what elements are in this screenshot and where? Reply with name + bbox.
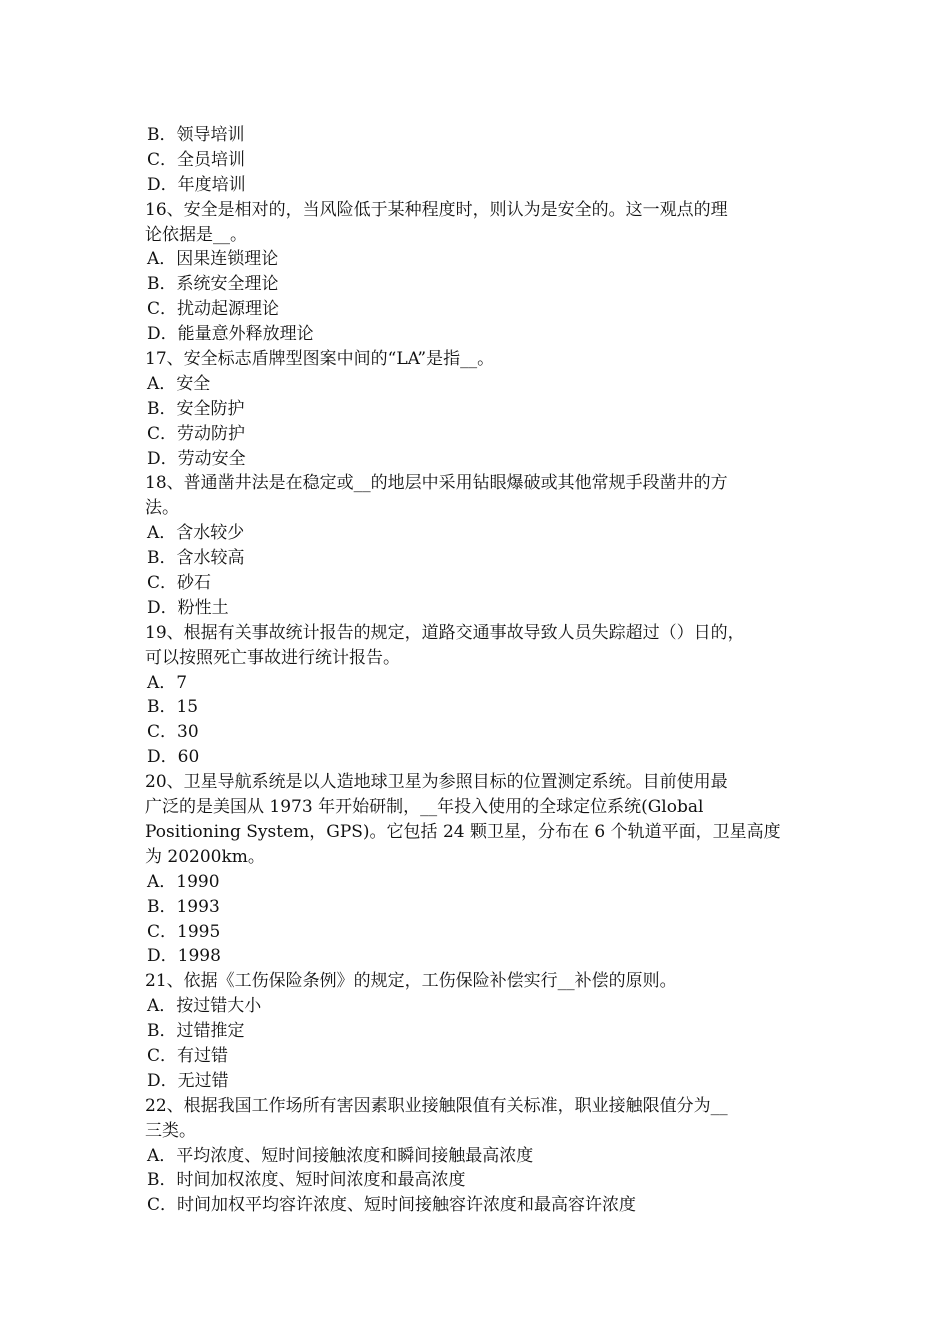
- answer-option: C．30: [147, 722, 199, 743]
- answer-option: B．过错推定: [147, 1021, 245, 1042]
- answer-option: A．平均浓度、短时间接触浓度和瞬间接触最高浓度: [147, 1145, 534, 1166]
- document-body: [145, 123, 815, 1218]
- question-text: 19、根据有关事故统计报告的规定，道路交通事故导致人员失踪超过（）日的，: [145, 622, 745, 643]
- answer-option: D．能量意外释放理论: [147, 324, 314, 345]
- answer-option: A．按过错大小: [147, 996, 262, 1017]
- answer-option: C．砂石: [147, 573, 212, 594]
- answer-option: D．劳动安全: [147, 448, 246, 469]
- question-text: 22、根据我国工作场所有害因素职业接触限值有关标准，职业接触限值分为__: [145, 1095, 728, 1116]
- answer-option: D．无过错: [147, 1070, 229, 1091]
- answer-option: D．1998: [147, 946, 221, 967]
- answer-option: B．领导培训: [147, 125, 245, 145]
- question-text: 18、普通凿井法是在稳定或__的地层中采用钻眼爆破或其他常规手段凿井的方: [145, 473, 728, 494]
- answer-option: C．1995: [147, 921, 221, 942]
- question-text: Positioning System，GPS)。它包括 24 颗卫星，分布在 6 个轨道平面，卫星高度: [145, 821, 781, 842]
- answer-option: B．1993: [147, 896, 220, 917]
- answer-option: D．60: [147, 747, 200, 768]
- question-text: 法。: [145, 498, 179, 519]
- question-text: 16、安全是相对的，当风险低于某种程度时，则认为是安全的。这一观点的理: [145, 199, 728, 220]
- answer-option: C．劳动防护: [147, 423, 246, 444]
- answer-option: B．安全防护: [147, 398, 245, 419]
- answer-option: B．系统安全理论: [147, 274, 279, 295]
- answer-option: A．因果连锁理论: [147, 249, 279, 270]
- answer-option: A．含水较少: [147, 523, 245, 544]
- answer-option: B．15: [147, 697, 199, 718]
- question-text: 20、卫星导航系统是以人造地球卫星为参照目标的位置测定系统。目前使用最: [145, 772, 728, 793]
- answer-option: D．粉性土: [147, 597, 229, 618]
- question-text: 论依据是__。: [145, 224, 247, 245]
- question-text: 17、安全标志盾牌型图案中间的“LA”是指__。: [145, 349, 495, 370]
- question-text: 广泛的是美国从 1973 年开始研制，__年投入使用的全球定位系统(Global: [145, 797, 704, 818]
- answer-option: C．有过错: [147, 1045, 229, 1066]
- answer-option: D．年度培训: [147, 174, 246, 195]
- answer-option: A．安全: [147, 373, 211, 394]
- answer-option: A．1990: [147, 871, 220, 892]
- answer-option: B．含水较高: [147, 548, 245, 569]
- question-text: 可以按照死亡事故进行统计报告。: [145, 647, 400, 668]
- answer-option: C．时间加权平均容许浓度、短时间接触容许浓度和最高容许浓度: [147, 1195, 637, 1216]
- question-text: 为 20200km。: [145, 846, 265, 867]
- answer-option: C．扰动起源理论: [147, 299, 280, 320]
- answer-option: B．时间加权浓度、短时间浓度和最高浓度: [147, 1170, 466, 1191]
- question-text: 三类。: [145, 1120, 196, 1141]
- answer-option: C．全员培训: [147, 149, 246, 170]
- answer-option: A．7: [147, 672, 188, 693]
- question-text: 21、依据《工伤保险条例》的规定，工伤保险补偿实行__补偿的原则。: [145, 971, 677, 992]
